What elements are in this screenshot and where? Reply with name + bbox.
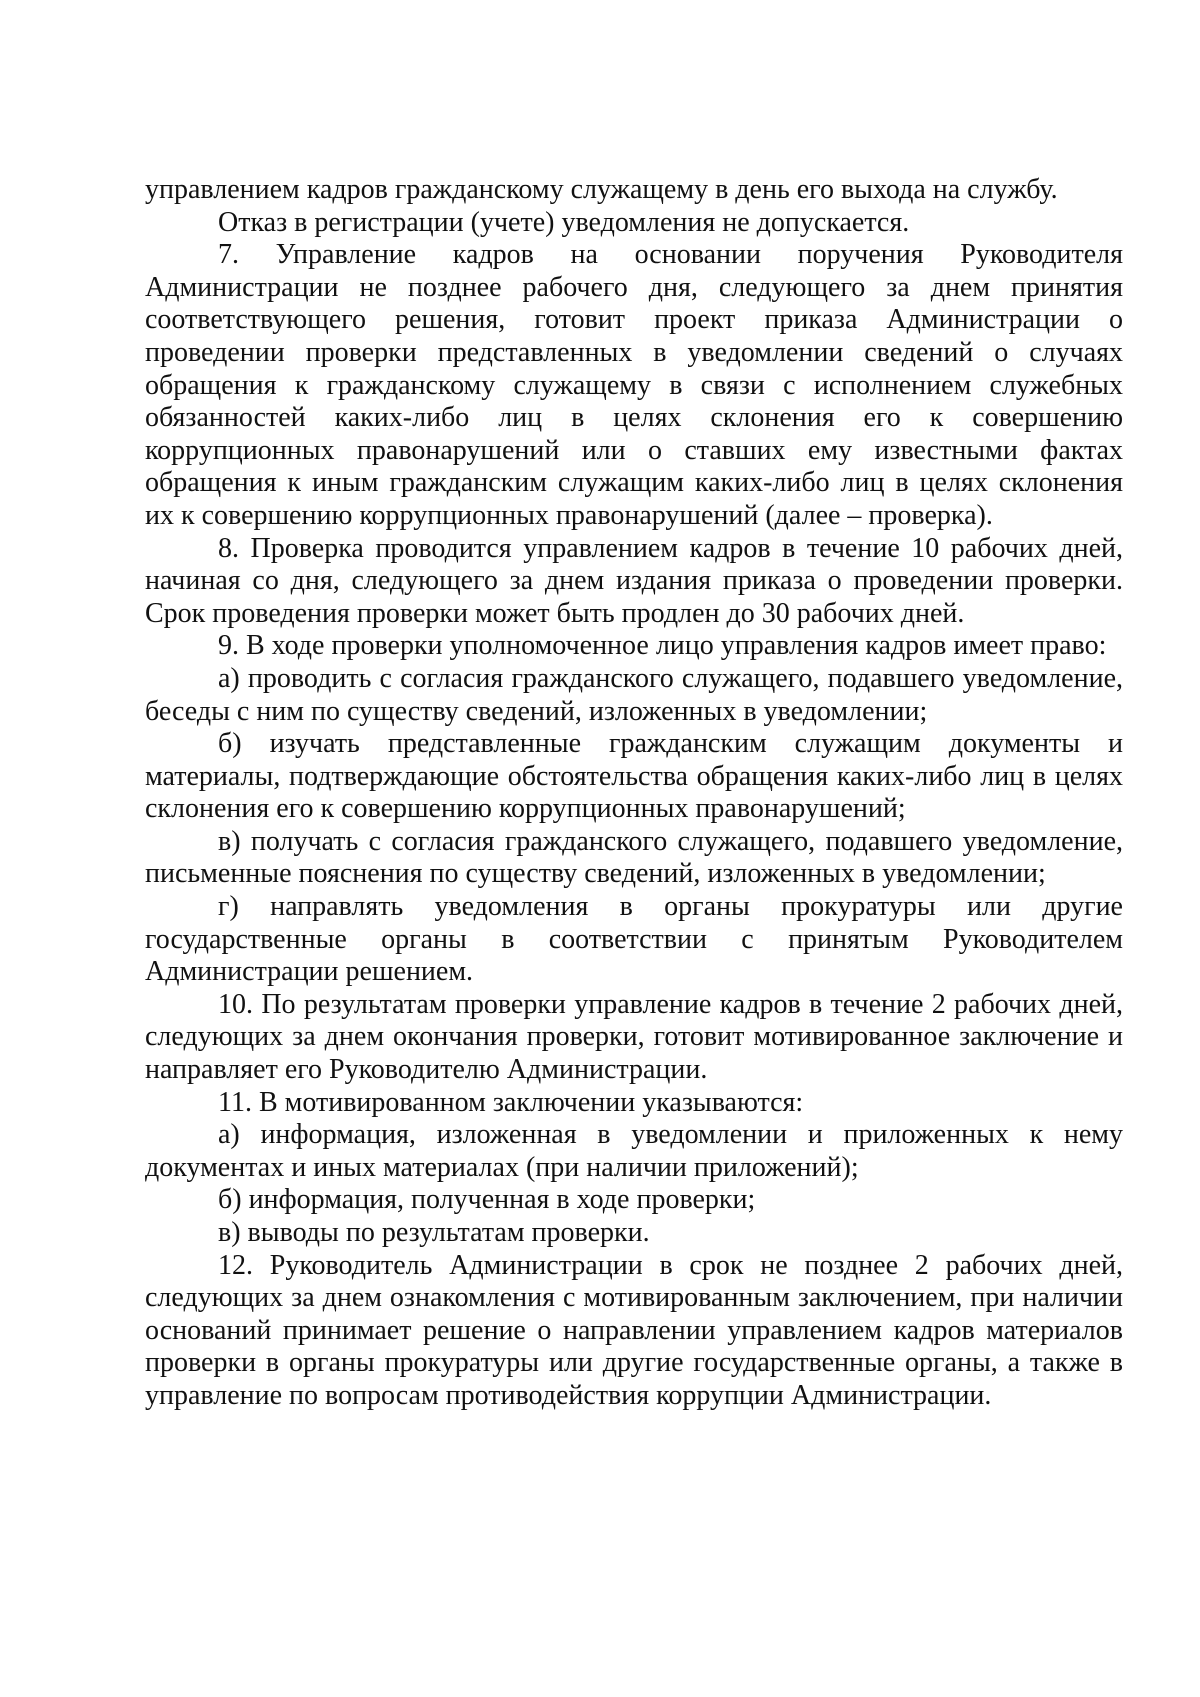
paragraph-item-11v: в) выводы по результатам проверки. [218,1217,650,1248]
paragraph-item-11b: б) информация, полученная в ходе проверки; [218,1184,756,1216]
paragraph-item-9b: б) изучать представленные гражданским служащим документы и материалы, подтверждающие обстоятельства обращения каких-либо лиц в целях склонения его к совершению коррупционных правонарушений; [145,728,1123,825]
paragraph-item-12: 12. Руководитель Администрации в срок не позднее 2 рабочих дней, следующих за днем ознакомления с мотивированным заключением, при наличии оснований принимает решение о направлении управлением кадров материалов проверки в органы прокуратуры или другие государственные органы, а также в управление по вопросам противодействия коррупции Администрации. [145,1249,1123,1411]
paragraph-item-11: 11. В мотивированном заключении указываются: [218,1086,804,1118]
paragraph-item-11a: а) информация, изложенная в уведомлении и приложенных к нему документах и иных материалах (при наличии приложений); [145,1119,1123,1183]
paragraph-item-9g: г) направлять уведомления в органы прокуратуры или другие государственные органы в соответствии с принятым Руководителем Администрации решением. [145,891,1123,988]
paragraph-item-7: 7. Управление кадров на основании поручения Руководителя Администрации не позднее рабочего дня, следующего за днем принятия соответствующего решения, готовит проект приказа Администрации о проведении проверки представленных в уведомлении сведений о случаях обращения к гражданскому служащему в связи с исполнением служебных обязанностей каких-либо лиц в целях склонения его к совершению коррупционных правонарушений или о ставших ему известными фактах обращения к иным гражданским служащим каких-либо лиц в целях склонения их к совершению коррупционных правонарушений (далее – проверка). [145,239,1123,531]
paragraph-item-8: 8. Проверка проводится управлением кадров в течение 10 рабочих дней, начиная со дня, следующего за днем издания приказа о проведении проверки. Срок проведения проверки может быть продлен до 30 рабочих дней. [145,532,1123,629]
paragraph-item-9: 9. В ходе проверки уполномоченное лицо управления кадров имеет право: [218,630,1107,662]
document-body [145,174,1123,1413]
paragraph-item-9a: а) проводить с согласия гражданского служащего, подавшего уведомление, беседы с ним по существу сведений, изложенных в уведомлении; [145,662,1123,727]
paragraph-continuation: управлением кадров гражданскому служащему в день его выхода на службу. [145,174,1058,205]
paragraph-refusal-note: Отказ в регистрации (учете) уведомления не допускается. [218,206,910,238]
paragraph-item-9v: в) получать с согласия гражданского служащего, подавшего уведомление, письменные пояснения по существу сведений, изложенных в уведомлении; [145,825,1123,890]
paragraph-item-10: 10. По результатам проверки управление кадров в течение 2 рабочих дней, следующих за днем окончания проверки, готовит мотивированное заключение и направляет его Руководителю Администрации. [145,988,1123,1086]
